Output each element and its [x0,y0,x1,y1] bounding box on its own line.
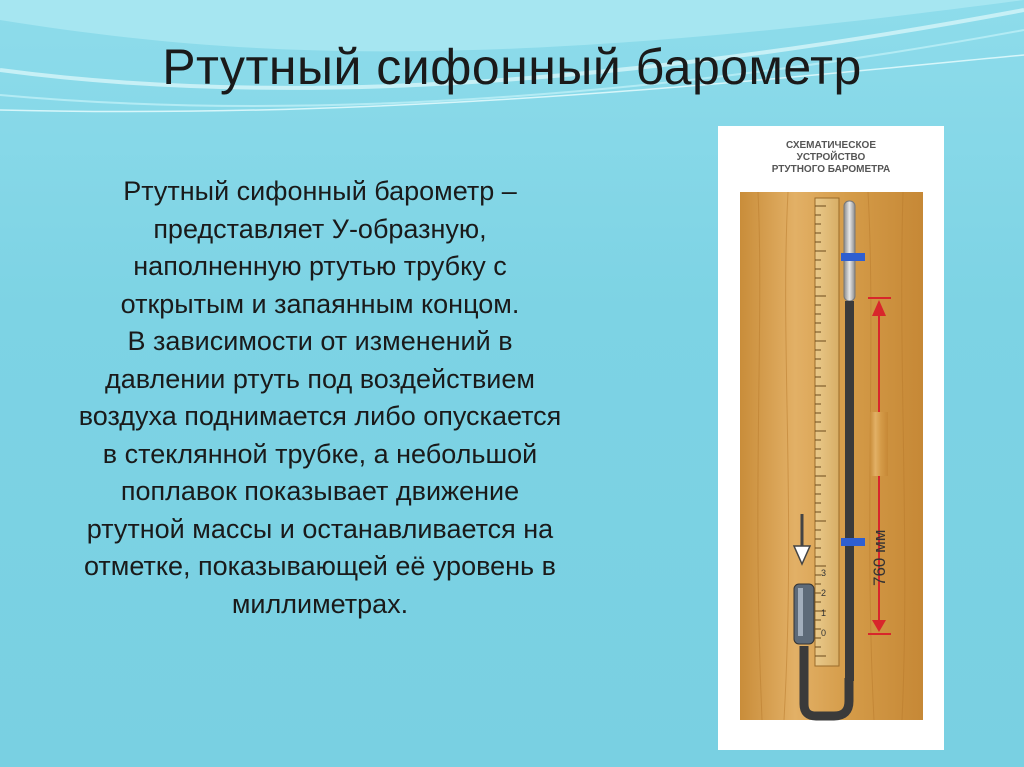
scale-digit: 0 [821,628,827,638]
paragraph-line: открытым и запаянным концом. [120,288,520,319]
mercury-column [845,301,854,681]
paragraph-line: отметке, показывающей её уровень в [84,551,556,581]
caption-line: УСТРОЙСТВО [796,152,866,163]
slide-title: Ртутный сифонный барометр [162,39,862,95]
barometer-figure [718,126,944,750]
paragraph-line: давлении ртуть под воздействием [105,363,535,394]
description-paragraph [0,173,640,623]
paragraph-line: Ртутный сифонный барометр – [123,176,517,206]
scale-digit: 3 [821,568,827,578]
paragraph-line: представляет У-образную, [153,213,487,244]
paragraph-line: воздуха поднимается либо опускается [78,401,562,431]
paragraph-line: поплавок показывает движение [120,476,520,506]
top-clamp [841,253,865,261]
bottom-clamp [841,538,865,546]
height-label: 760 мм [870,529,889,586]
paragraph-line: ртутной массы и останавливается на [86,513,554,544]
glass-tube-top [844,201,855,301]
paragraph-line: В зависимости от изменений в [127,326,513,356]
caption-line: СХЕМАТИЧЕСКОЕ [786,140,876,151]
scale-digit: 2 [821,588,827,598]
barometer-diagram [718,126,944,750]
scale-digit: 1 [821,608,827,618]
paragraph-line: миллиметрах. [231,588,409,619]
scale-ruler [815,198,839,666]
paragraph-line: в стеклянной трубке, а небольшой [102,438,538,469]
paragraph-line: наполненную ртутью трубку с [133,251,507,281]
reservoir [794,584,814,644]
caption-line: РТУТНОГО БАРОМЕТРА [771,164,891,175]
